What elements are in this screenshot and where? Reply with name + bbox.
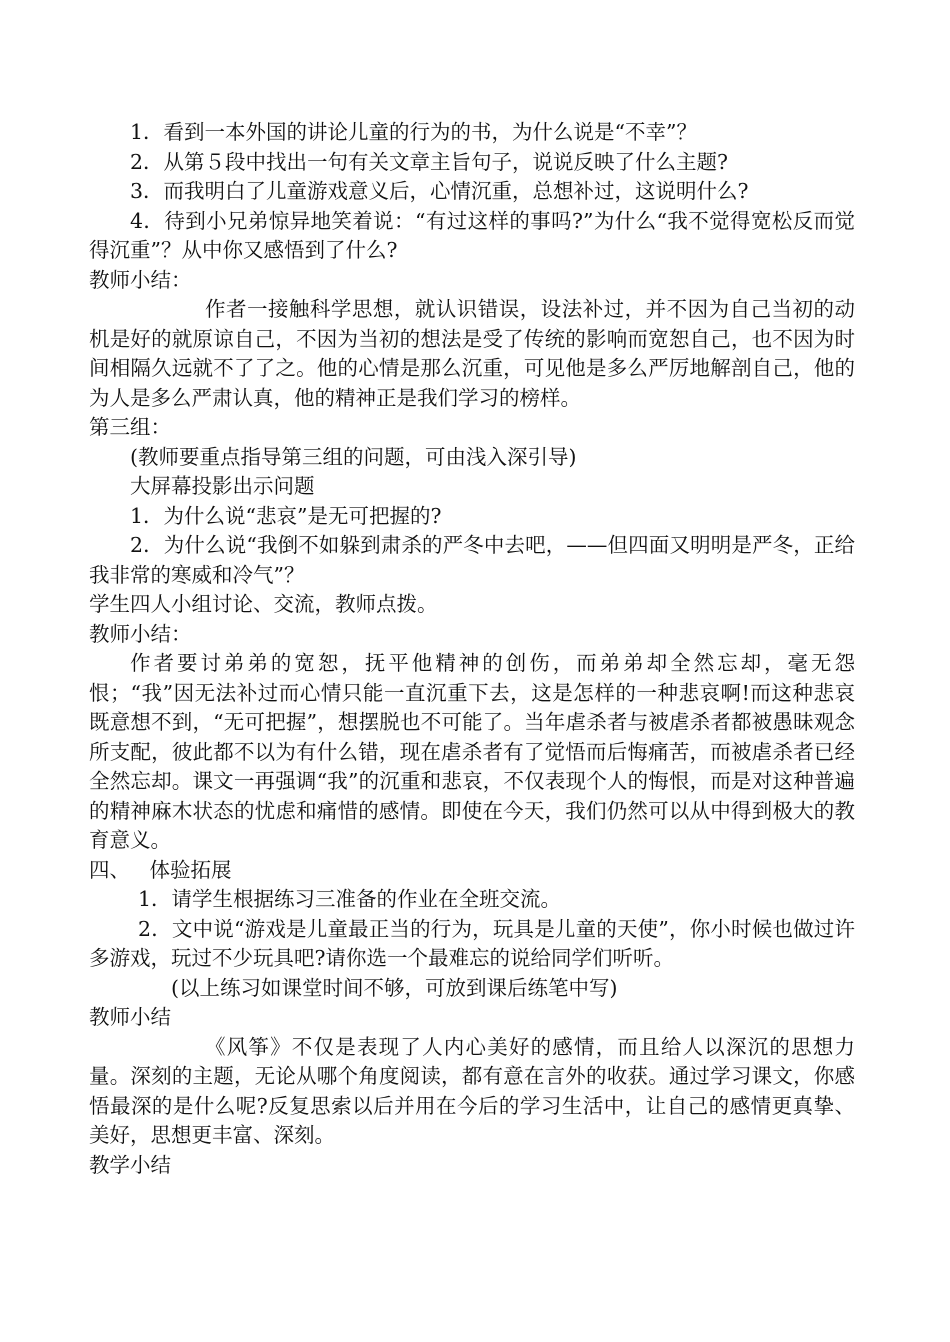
teacher-summary-heading-2: 教师小结： [89, 621, 192, 646]
teacher-summary-heading-1: 教师小结： [89, 267, 192, 292]
teaching-summary-heading: 教学小结 [89, 1152, 171, 1177]
document-page [89, 118, 855, 1180]
question-1: 1．看到一本外国的讲论儿童的行为的书，为什么说是“不幸”？ [130, 120, 698, 144]
teacher-summary-text-3: 《风筝》不仅是表现了人内心美好的感情，而且给人以深沉的思想力量。深刻的主题，无论从哪个角度阅读，都有意在言外的收获。通过学习课文，你感悟最深的是什么呢?反复思索以后并用在今后的学习生活中，让自己的感情更真挚、美好，思想更丰富、深刻。 [89, 1034, 855, 1147]
question-3: 3．而我明白了儿童游戏意义后，心情沉重，总想补过，这说明什么? [130, 179, 749, 203]
group-3-projection: 大屏幕投影出示问题 [130, 474, 315, 498]
group-3-heading: 第三组： [89, 415, 171, 439]
group-3-note: (教师要重点指导第三组的问题，可由浅入深引导) [130, 444, 577, 469]
teacher-summary-text-1: 作者一接触科学思想，就认识错误，设法补过，并不因为自己当初的动机是好的就原谅自己，不因为当初的想法是受了传统的影响而宽恕自己，也不因为时间相隔久远就不了了之。他的心情是那么沉重，可见他是多么严厉地解剖自己，他的为人是多么严肃认真，他的精神正是我们学习的榜样。 [89, 297, 855, 410]
section-4-heading: 四、 体验拓展 [89, 857, 232, 882]
section-4-item-2: 2．文中说“游戏是儿童最正当的行为，玩具是儿童的天使”，你小时候也做过许多游戏，玩过不少玩具吧?请你选一个最难忘的说给同学们听听。 [89, 916, 855, 970]
group-3-question-2: 2．为什么说“我倒不如躲到肃杀的严冬中去吧，——但四面又明明是严冬，正给我非常的寒威和冷气”？ [89, 533, 855, 587]
teacher-summary-text-2: 作者要讨弟弟的宽恕，抚平他精神的创伤，而弟弟却全然忘却，毫无怨恨；“我”因无法补过而心情只能一直沉重下去，这是怎样的一种悲哀啊!而这种悲哀既意想不到，“无可把握”，想摆脱也不可能了。当年虐杀者与被虐杀者都被愚昧观念所支配，彼此都不以为有什么错，现在虐杀者有了觉悟而后悔痛苦，而被虐杀者已经全然忘却。课文一再强调“我”的沉重和悲哀，不仅表现个人的悔恨，而是对这种普遍的精神麻木状态的忧虑和痛惜的感情。即使在今天，我们仍然可以从中得到极大的教育意义。 [89, 651, 855, 852]
question-4: 4．待到小兄弟惊异地笑着说：“有过这样的事吗?”为什么“我不觉得宽松反而觉得沉重”？从中你又感悟到了什么? [89, 208, 855, 262]
discussion-text: 学生四人小组讨论、交流，教师点拨。 [89, 592, 438, 616]
section-4-note: (以上练习如课堂时间不够，可放到课后练笔中写) [171, 975, 618, 1000]
teacher-summary-heading-3: 教师小结 [89, 1005, 171, 1029]
question-2: 2．从第５段中找出一句有关文章主旨句子，说说反映了什么主题? [130, 149, 729, 174]
group-3-question-1: 1．为什么说“悲哀”是无可把握的? [130, 503, 442, 528]
section-4-item-1: 1．请学生根据练习三准备的作业在全班交流。 [138, 887, 562, 911]
